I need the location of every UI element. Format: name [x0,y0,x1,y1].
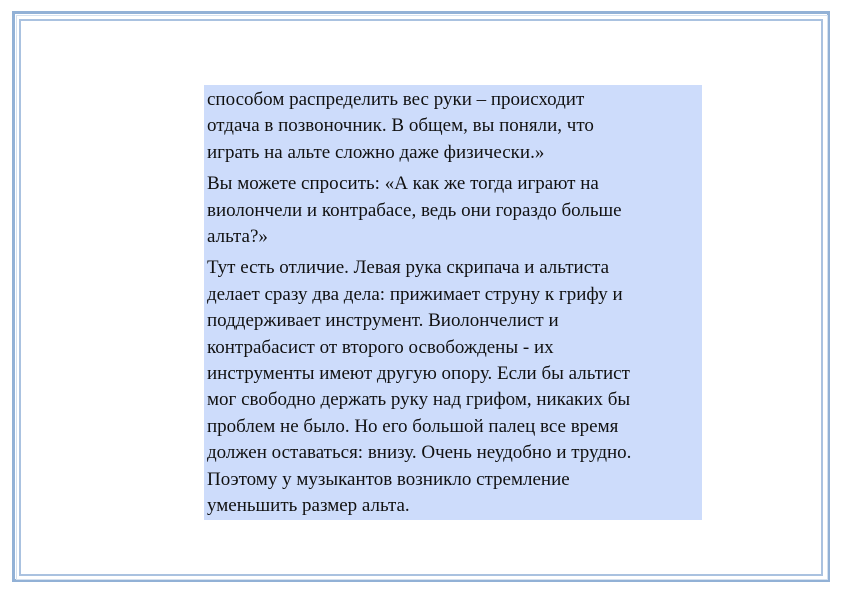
paragraph-3: Тут есть отличие. Левая рука скрипача и альтиста делает сразу два дела: прижимает струну к грифу и поддерживает инструмент. Виолончелист и контрабасист от второго освобождены - их инструменты имеют другую опору. Если бы альтист мог свободно держать руку над грифом, никаких бы проблем не было. Но его большой палец все время должен оставаться: внизу. Очень неудобно и трудно. Поэтому у музыкантов возникло стремление уменьшить размер альта. [207,257,632,517]
paragraph-1: способом распределить вес руки – происходит отдача в позвоночник. В общем, вы поняли, что играть на альте сложно даже физически.» [207,89,594,163]
paragraph-2: Вы можете спросить: «А как же тогда играют на виолончели и контрабасе, ведь они гораздо больше альта?» [207,173,622,248]
text-box [204,85,702,520]
